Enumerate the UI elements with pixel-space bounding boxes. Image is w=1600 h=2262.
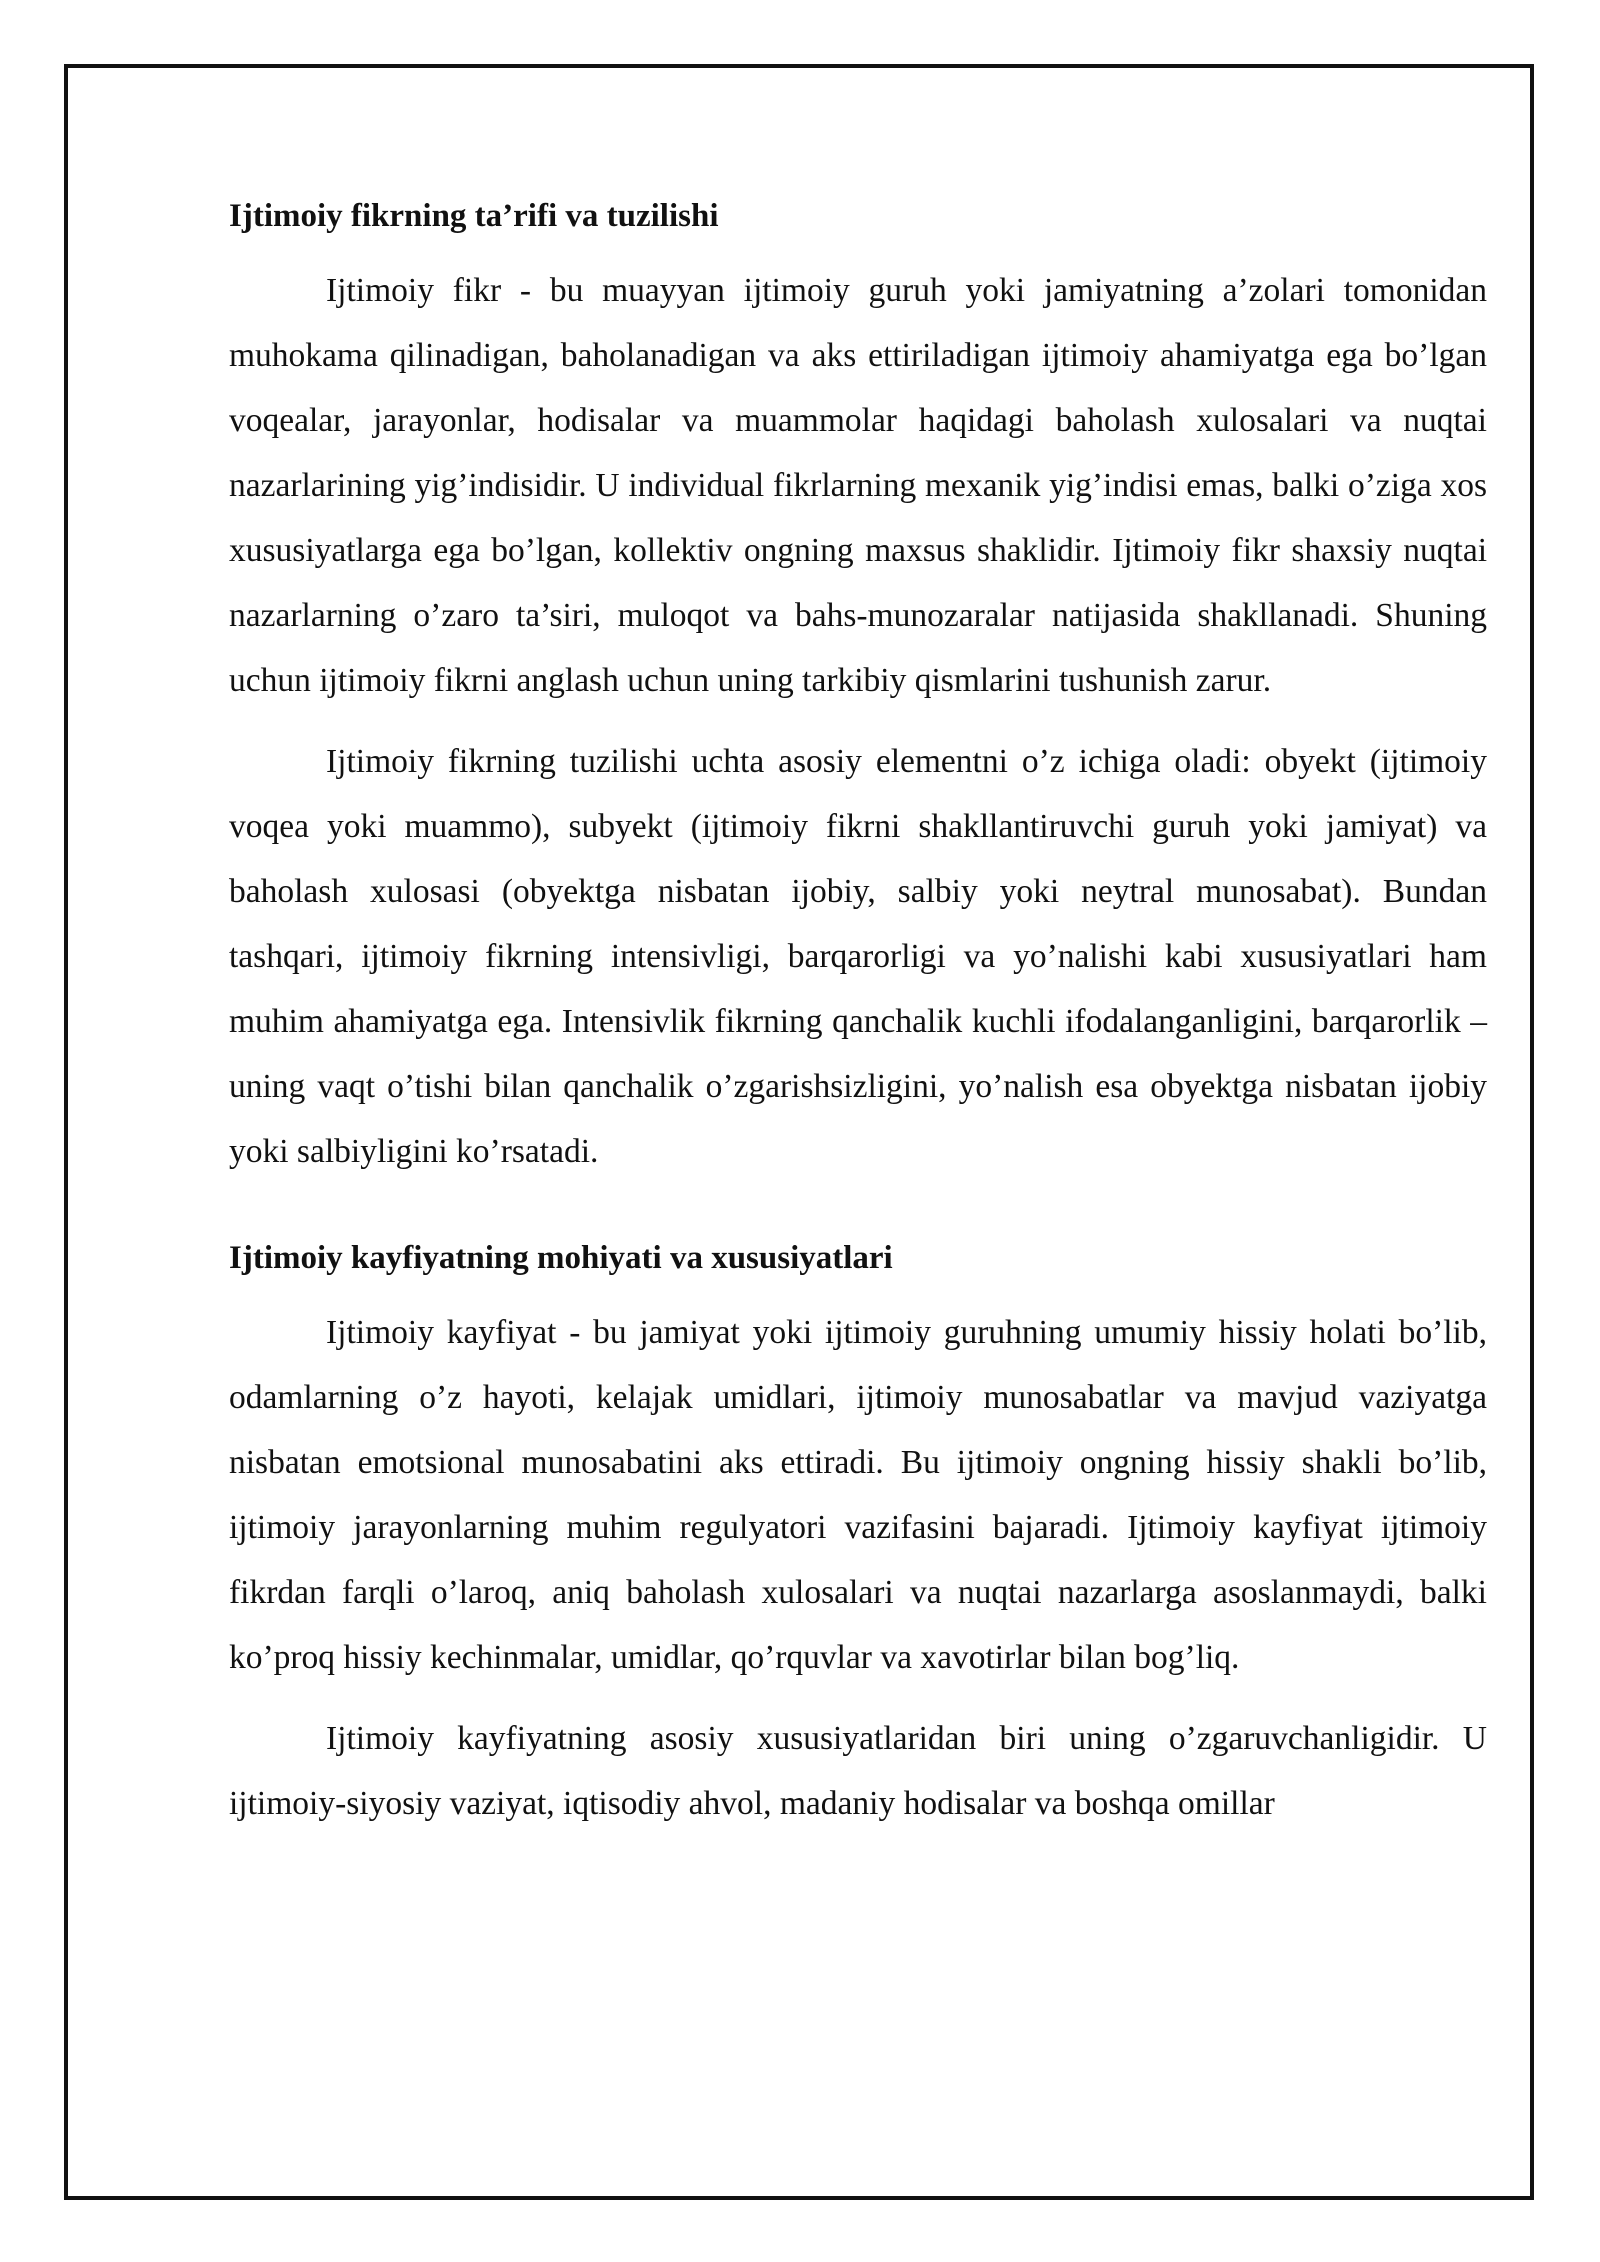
document-body	[229, 196, 1487, 1852]
paragraph: Ijtimoiy fikr - bu muayyan ijtimoiy guruh yoki jamiyatning a’zolari tomonidan muhokama qilinadigan, baholanadigan va aks ettiriladigan ijtimoiy ahamiyatga ega bo’lgan voqealar, jarayonlar, hodisalar va muammolar haqidagi baholash xulosalari va nuqtai nazarlarining yig’indisidir. U individual fikrlarning mexanik yig’indisi emas, balki o’ziga xos xususiyatlarga ega bo’lgan, kollektiv ongning maxsus shaklidir. Ijtimoiy fikr shaxsiy nuqtai nazarlarning o’zaro ta’siri, muloqot va bahs-munozaralar natijasida shakllanadi. Shuning uchun ijtimoiy fikrni anglash uchun uning tarkibiy qismlarini tushunish zarur.	[229, 272, 1487, 699]
section-heading: Ijtimoiy fikrning ta’rifi va tuzilishi	[229, 198, 719, 234]
paragraph: Ijtimoiy kayfiyatning asosiy xususiyatlaridan biri uning o’zgaruvchanligidir. U ijtimoiy-siyosiy vaziyat, iqtisodiy ahvol, madaniy hodisalar va boshqa omillar	[229, 1720, 1487, 1822]
paragraph: Ijtimoiy fikrning tuzilishi uchta asosiy elementni o’z ichiga oladi: obyekt (ijtimoiy voqea yoki muammo), subyekt (ijtimoiy fikrni shakllantiruvchi guruh yoki jamiyat) va baholash xulosasi (obyektga nisbatan ijobiy, salbiy yoki neytral munosabat). Bundan tashqari, ijtimoiy fikrning intensivligi, barqarorligi va yo’nalishi kabi xususiyatlari ham muhim ahamiyatga ega. Intensivlik fikrning qanchalik kuchli ifodalanganligini, barqarorlik – uning vaqt o’tishi bilan qanchalik o’zgarishsizligini, yo’nalish esa obyektga nisbatan ijobiy yoki salbiyligini ko’rsatadi.	[229, 743, 1487, 1170]
section-heading: Ijtimoiy kayfiyatning mohiyati va xususiyatlari	[229, 1240, 893, 1276]
paragraph: Ijtimoiy kayfiyat - bu jamiyat yoki ijtimoiy guruhning umumiy hissiy holati bo’lib, odamlarning o’z hayoti, kelajak umidlari, ijtimoiy munosabatlar va mavjud vaziyatga nisbatan emotsional munosabatini aks ettiradi. Bu ijtimoiy ongning hissiy shakli bo’lib, ijtimoiy jarayonlarning muhim regulyatori vazifasini bajaradi. Ijtimoiy kayfiyat ijtimoiy fikrdan farqli o’laroq, aniq baholash xulosalari va nuqtai nazarlarga asoslanmaydi, balki ko’proq hissiy kechinmalar, umidlar, qo’rquvlar va xavotirlar bilan bog’liq.	[229, 1314, 1487, 1676]
